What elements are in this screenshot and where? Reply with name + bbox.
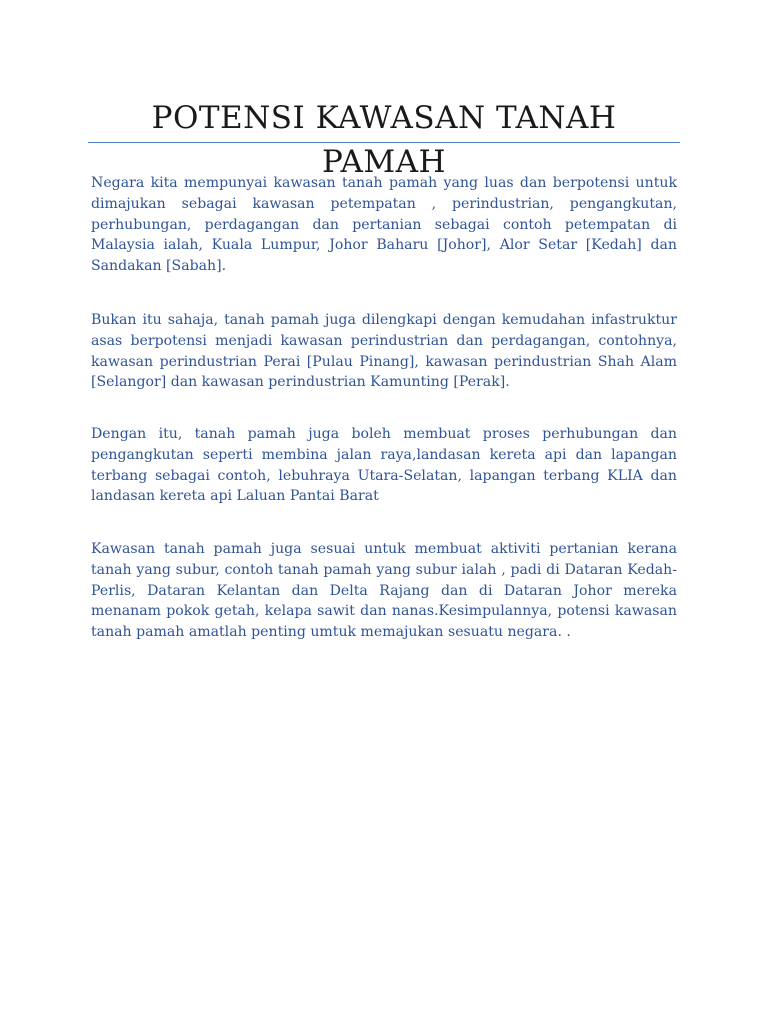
paragraph-settlement: Negara kita mempunyai kawasan tanah pamah yang luas dan berpotensi untuk dimajukan sebagai kawasan petempatan , perindustrian, pengangkutan, perhubungan, perdagangan dan pertanian sebagai contoh petempatan di Malaysia ialah, Kuala Lumpur, Johor Baharu [Johor], Alor Setar [Kedah] dan Sandakan [Sabah]. (91, 175, 677, 275)
paragraph-industry: Bukan itu sahaja, tanah pamah juga dilengkapi dengan kemudahan infastruktur asas berpotensi menjadi kawasan perindustrian dan perdagangan, contohnya, kawasan perindustrian Perai [Pulau Pinang], kawasan perindustrian Shah Alam [Selangor] dan kawasan perindustrian Kamunting [Perak]. (91, 312, 677, 391)
paragraph-transport: Dengan itu, tanah pamah juga boleh membuat proses perhubungan dan pengangkutan seperti membina jalan raya,landasan kereta api dan lapangan terbang sebagai contoh, lebuhraya Utara-Selatan, lapangan terbang KLIA dan landasan kereta api Laluan Pantai Barat (91, 426, 677, 505)
document-title: POTENSI KAWASAN TANAH PAMAH (151, 100, 617, 180)
paragraph-agriculture: Kawasan tanah pamah juga sesuai untuk membuat aktiviti pertanian kerana tanah yang subur, contoh tanah pamah yang subur ialah , padi di Dataran Kedah-Perlis, Dataran Kelantan dan Delta Rajang dan di Dataran Johor mereka menanam pokok getah, kelapa sawit dan nanas.Kesimpulannya, potensi kawasan tanah pamah amatlah penting umtuk memajukan sesuatu negara. . (91, 541, 677, 641)
title-underline-divider (88, 142, 680, 143)
